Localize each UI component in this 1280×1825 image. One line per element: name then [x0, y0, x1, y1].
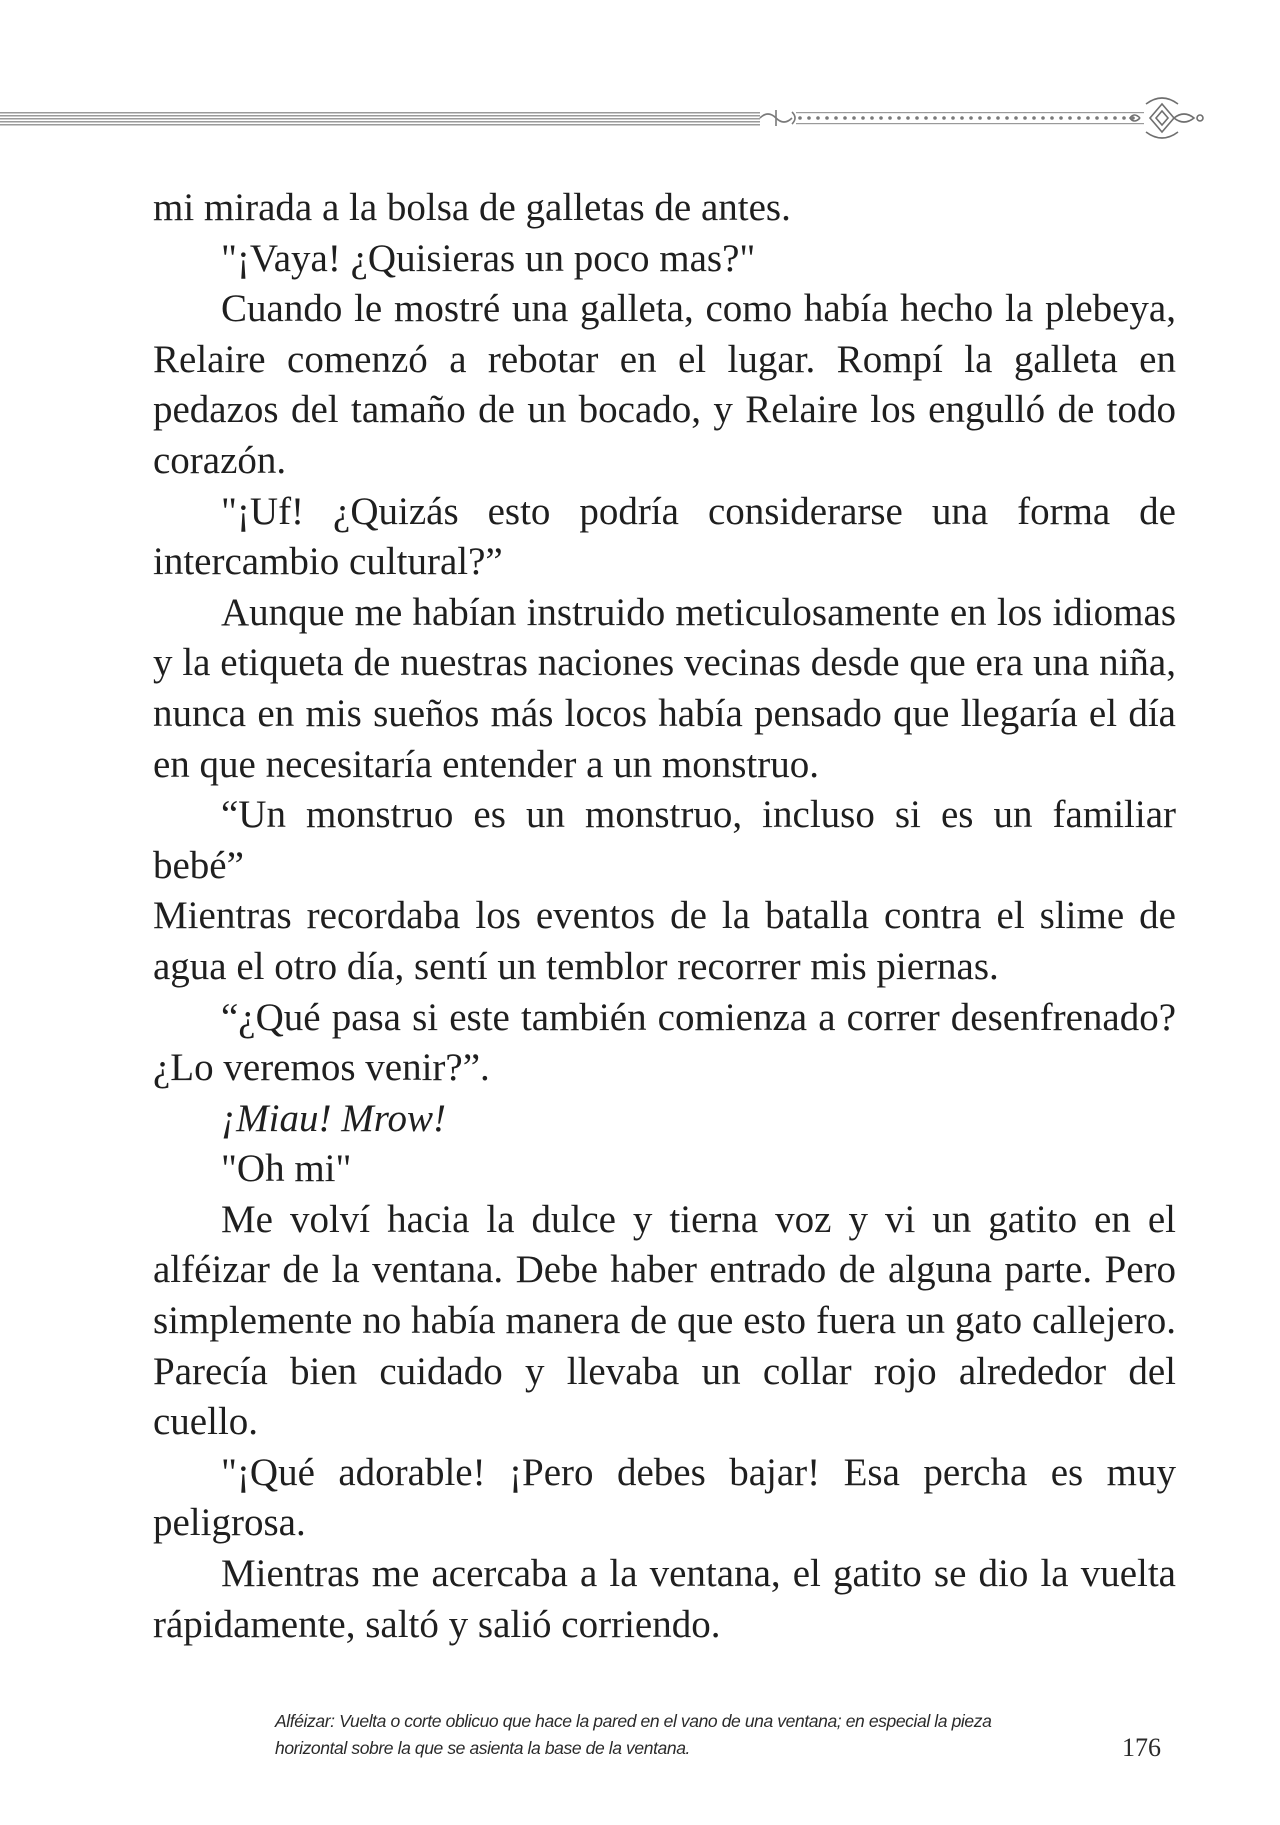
header-ornament [0, 90, 1210, 146]
ornament-dot [879, 116, 883, 120]
ornament-dot [1023, 116, 1027, 120]
ornament-dot [951, 116, 955, 120]
ornament-dot [1050, 116, 1054, 120]
ornament-dot [1077, 116, 1081, 120]
ornament-line [796, 112, 1144, 113]
ornament-dot [870, 116, 874, 120]
ornament-rule [0, 112, 760, 126]
body-text [153, 183, 1176, 1650]
ornament-scroll [760, 110, 795, 126]
paragraph: Me volví hacia la dulce y tierna voz y vi un gatito en el alféizar de la ventana. Debe haber entrado de alguna parte. Pero simplemente no había manera de que esto fuera un gato callejero. Parecía bien cuidado y llevaba un collar rojo alrededor del cuello. [153, 1197, 1176, 1444]
ornament-dot [861, 116, 865, 120]
ornament-dot [852, 116, 856, 120]
ornament-dot [807, 116, 811, 120]
ornament-dot [942, 116, 946, 120]
ornament-dot [996, 116, 1000, 120]
ornament-dot [834, 116, 838, 120]
paragraph: Aunque me habían instruido meticulosamente en los idiomas y la etiqueta de nuestras naciones vecinas desde que era una niña, nunca en mis sueños más locos había pensado que llegaría el día en que necesitaría entender a un monstruo. [153, 590, 1176, 786]
ornament-line [796, 123, 1144, 124]
ornament-dot [969, 116, 973, 120]
ornament-dot [924, 116, 928, 120]
ornament-dot [888, 116, 892, 120]
ornament-dot [933, 116, 937, 120]
ornament-dot [1059, 116, 1063, 120]
paragraph: “¿Qué pasa si este también comienza a correr desenfrenado? ¿Lo veremos venir?”. [153, 995, 1176, 1090]
ornament-dot [816, 116, 820, 120]
ornament-dot [1104, 116, 1108, 120]
ornament-dot [1041, 116, 1045, 120]
ornament-dot [1005, 116, 1009, 120]
paragraph: Mientras me acercaba a la ventana, el gatito se dio la vuelta rápidamente, saltó y salió corriendo. [153, 1552, 1176, 1646]
paragraph: "¡Uf! ¿Quizás esto podría considerarse una forma de intercambio cultural?” [153, 489, 1176, 584]
paragraph: mi mirada a la bolsa de galletas de antes. [153, 186, 791, 229]
ornament-dot [897, 116, 901, 120]
ornament-dot [1122, 116, 1126, 120]
ornament-dot [1014, 116, 1018, 120]
ornament-dots [796, 112, 1144, 124]
ornament-dot [1032, 116, 1036, 120]
page-number: 176 [1122, 1733, 1161, 1762]
paragraph: Cuando le mostré una galleta, como había hecho la plebeya, Relaire comenzó a rebotar en el lugar. Rompí la galleta en pedazos del tamaño de un bocado, y Relaire los engulló de todo corazón. [153, 287, 1176, 482]
ornament-dot [798, 116, 802, 120]
paragraph: "¡Vaya! ¿Quisieras un poco mas?" [221, 236, 756, 280]
ornament-dot [1086, 116, 1090, 120]
footnote-line: horizontal sobre la que se asienta la base de la ventana. [275, 1738, 690, 1758]
ornament-dot [1095, 116, 1099, 120]
ornament-dot [1068, 116, 1072, 120]
ornament-flourish-icon [1130, 98, 1203, 138]
ornament-dot [1113, 116, 1117, 120]
paragraph: Mientras recordaba los eventos de la batalla contra el slime de agua el otro día, sentí un temblor recorrer mis piernas. [153, 894, 1176, 988]
paragraph: ¡Miau! Mrow! [221, 1096, 446, 1140]
footnote-line: Alféizar: Vuelta o corte oblicuo que hace la pared en el vano de una ventana; en especial la pieza [275, 1711, 992, 1731]
ornament-dot [915, 116, 919, 120]
footnote [275, 1708, 1075, 1762]
paragraph: "¡Qué adorable! ¡Pero debes bajar! Esa percha es muy peligrosa. [153, 1450, 1176, 1545]
ornament-dot [987, 116, 991, 120]
paragraph: “Un monstruo es un monstruo, incluso si es un familiar bebé” [153, 793, 1176, 887]
paragraph: "Oh mi" [221, 1147, 352, 1191]
ornament-dot [843, 116, 847, 120]
ornament-dot [906, 116, 910, 120]
ornament-dot [978, 116, 982, 120]
ornament-dot [960, 116, 964, 120]
ornament-dot [825, 116, 829, 120]
